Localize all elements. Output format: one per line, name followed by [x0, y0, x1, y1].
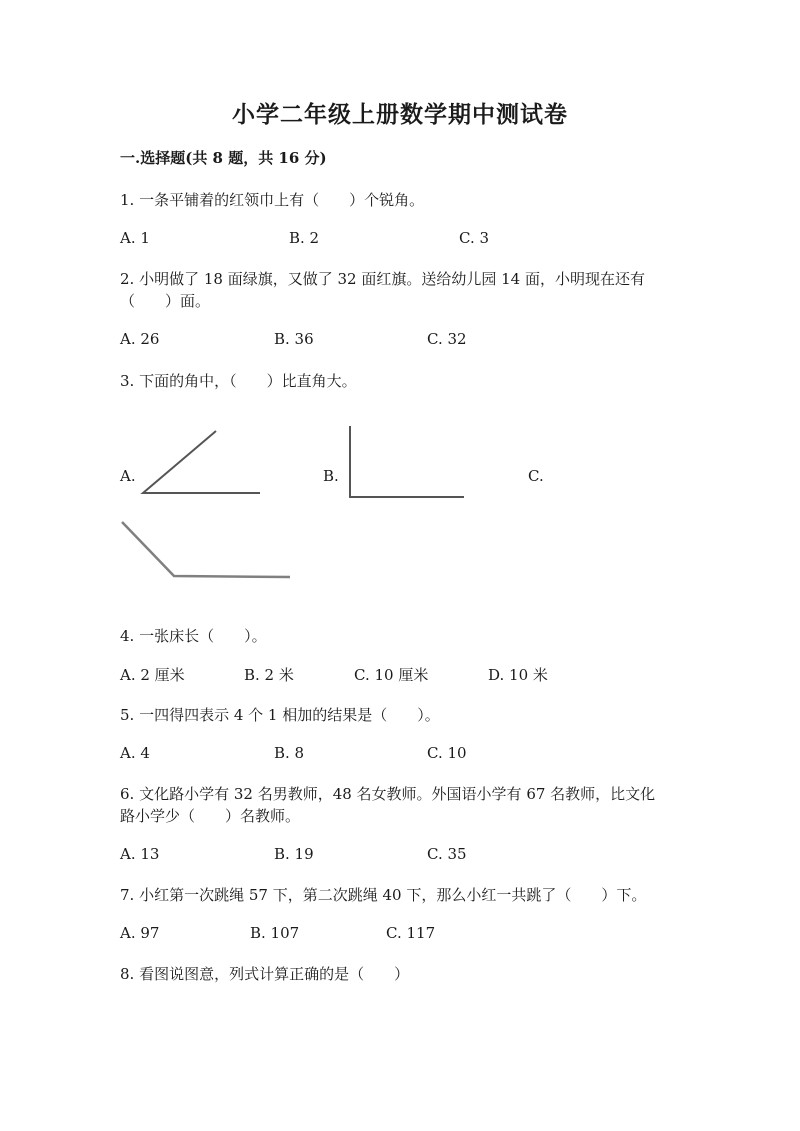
question-2-option-b[interactable]: B. 36	[274, 330, 314, 348]
question-3-option-b[interactable]: B.	[323, 467, 339, 485]
question-3-option-c[interactable]: C.	[528, 467, 544, 485]
question-3-stem: 3. 下面的角中，（ ）比直角大。	[120, 372, 357, 390]
question-1-stem: 1. 一条平铺着的红领巾上有（ ）个锐角。	[120, 191, 425, 209]
question-4-option-a[interactable]: A. 2 厘米	[120, 666, 185, 684]
question-8-stem: 8. 看图说图意，列式计算正确的是（ ）	[120, 965, 410, 983]
question-4-option-d[interactable]: D. 10 米	[488, 666, 548, 684]
question-4-option-b[interactable]: B. 2 米	[244, 666, 294, 684]
question-1-option-a[interactable]: A. 1	[120, 229, 150, 247]
question-2-stem-line2: （ ）面。	[120, 292, 211, 310]
question-5-stem: 5. 一四得四表示 4 个 1 相加的结果是（ ）。	[120, 706, 440, 724]
right-angle-lines	[350, 426, 464, 497]
question-7-stem: 7. 小红第一次跳绳 57 下，第二次跳绳 40 下，那么小红一共跳了（ ）下。	[120, 886, 647, 904]
question-1-option-c[interactable]: C. 3	[459, 229, 490, 247]
question-5-option-b[interactable]: B. 8	[274, 744, 305, 762]
question-6-option-a[interactable]: A. 13	[120, 845, 160, 863]
question-6-option-b[interactable]: B. 19	[274, 845, 314, 863]
section-heading: 一.选择题(共 8 题，共 16 分)	[120, 149, 327, 167]
question-4-stem: 4. 一张床长（ ）。	[120, 627, 267, 645]
question-5-option-c[interactable]: C. 10	[427, 744, 467, 762]
question-6-stem-line1: 6. 文化路小学有 32 名男教师，48 名女教师。外国语小学有 67 名教师，比文化	[120, 785, 656, 803]
question-2-stem-line1: 2. 小明做了 18 面绿旗，又做了 32 面红旗。送给幼儿园 14 面，小明现在还有	[120, 270, 645, 288]
question-6-stem-line2: 路小学少（ ）名教师。	[120, 807, 301, 825]
obtuse-angle-lines	[122, 522, 290, 577]
question-7-option-a[interactable]: A. 97	[120, 924, 160, 942]
question-2-option-c[interactable]: C. 32	[427, 330, 467, 348]
question-4-option-c[interactable]: C. 10 厘米	[354, 666, 429, 684]
question-5-option-a[interactable]: A. 4	[120, 744, 150, 762]
question-2-option-a[interactable]: A. 26	[120, 330, 160, 348]
question-3-option-a[interactable]: A.	[120, 467, 136, 485]
acute-angle-lines	[143, 431, 260, 493]
page-title: 小学二年级上册数学期中测试卷	[232, 101, 568, 128]
question-1-option-b[interactable]: B. 2	[289, 229, 320, 247]
question-7-option-b[interactable]: B. 107	[250, 924, 300, 942]
question-7-option-c[interactable]: C. 117	[386, 924, 436, 942]
question-6-option-c[interactable]: C. 35	[427, 845, 467, 863]
